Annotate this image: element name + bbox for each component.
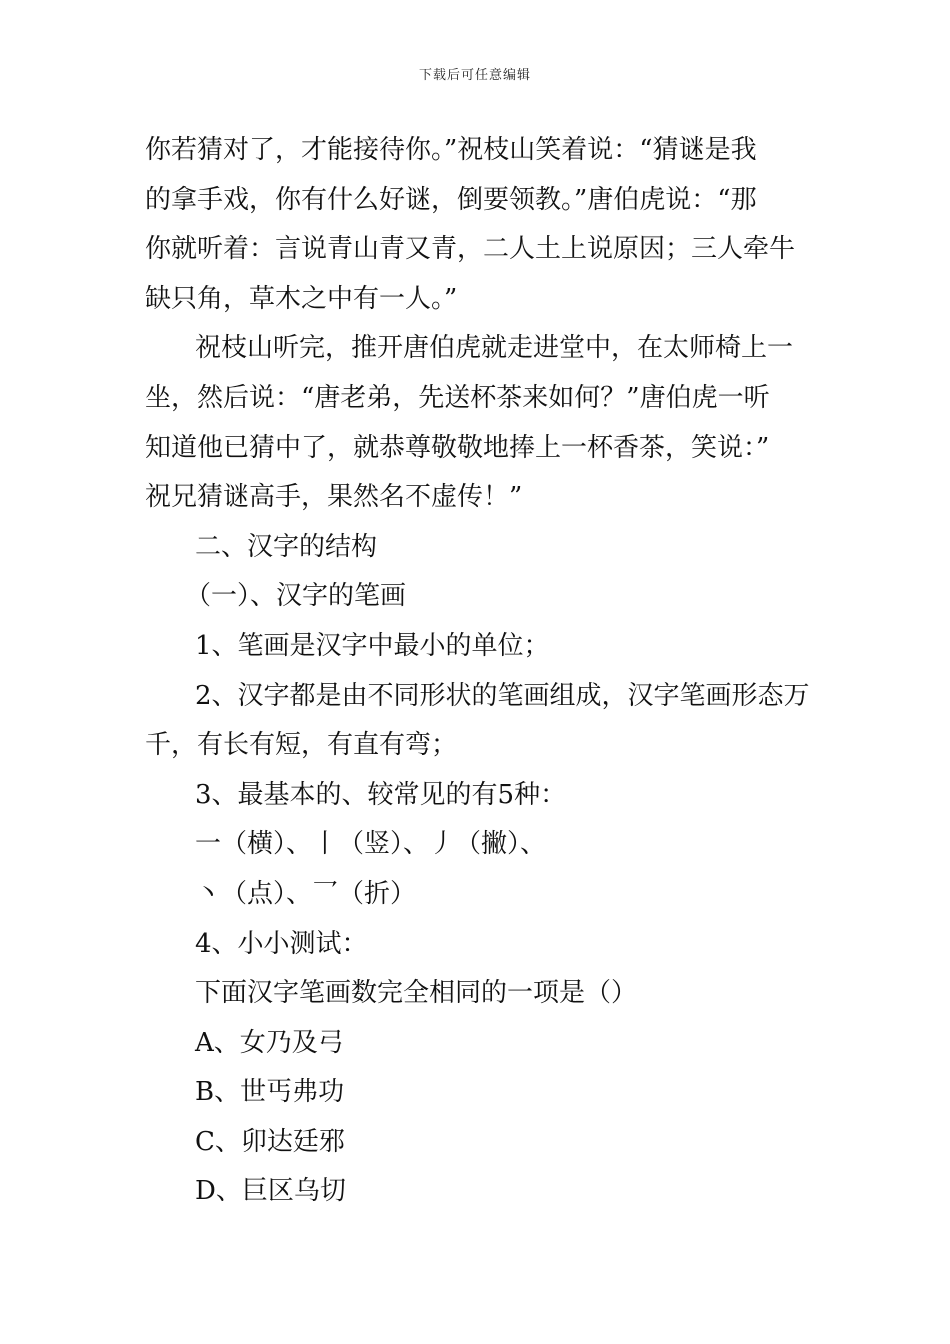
paragraph-line: 缺只角，草木之中有一人。” (145, 283, 458, 314)
list-item: 1、笔画是汉字中最小的单位； (195, 630, 550, 661)
paragraph-line: 祝兄猜谜高手，果然名不虚传！” (145, 482, 523, 513)
paragraph-line: 你若猜对了，才能接待你。”祝枝山笑着说：“猜谜是我 (145, 135, 757, 165)
quiz-option-b: B、世丐弗功 (195, 1077, 345, 1108)
subsection-heading: （一）、汉字的笔画 (185, 581, 407, 612)
section-heading: 二、汉字的结构 (195, 531, 378, 562)
quiz-option-a: A、女乃及弓 (195, 1027, 344, 1058)
paragraph-line: 你就听着：言说青山青又青，二人土上说原因；三人牵牛 (145, 234, 796, 265)
quiz-question: 下面汉字笔画数完全相同的一项是（） (195, 978, 638, 1009)
page-header: 下载后可任意编辑 (418, 68, 531, 83)
paragraph-line: 知道他已猜中了，就恭尊敬敬地捧上一杯香茶，笑说：” (145, 432, 770, 463)
list-item: 4、小小测试： (195, 928, 368, 959)
list-item-continuation: 千，有长有短，有直有弯； (145, 730, 458, 761)
stroke-list-line: 一（横）、丨（竖）、丿（撇）、 (195, 829, 547, 860)
quiz-option-c: C、卯达廷邪 (195, 1126, 345, 1157)
stroke-list-line: 丶（点）、乛（折） (195, 878, 417, 909)
paragraph-line: 坐，然后说：“唐老弟，先送杯茶来如何？”唐伯虎一听 (145, 382, 770, 413)
paragraph-line: 祝枝山听完，推开唐伯虎就走进堂中，在太师椅上一 (195, 333, 794, 364)
document-body (145, 126, 813, 1217)
quiz-option-d: D、巨区乌切 (195, 1176, 346, 1207)
list-item: 3、最基本的、较常见的有5种： (195, 779, 567, 810)
list-item: 2、汉字都是由不同形状的笔画组成，汉字笔画形态万 (195, 680, 810, 711)
paragraph-line: 的拿手戏，你有什么好谜，倒要领教。”唐伯虎说：“那 (145, 184, 757, 215)
